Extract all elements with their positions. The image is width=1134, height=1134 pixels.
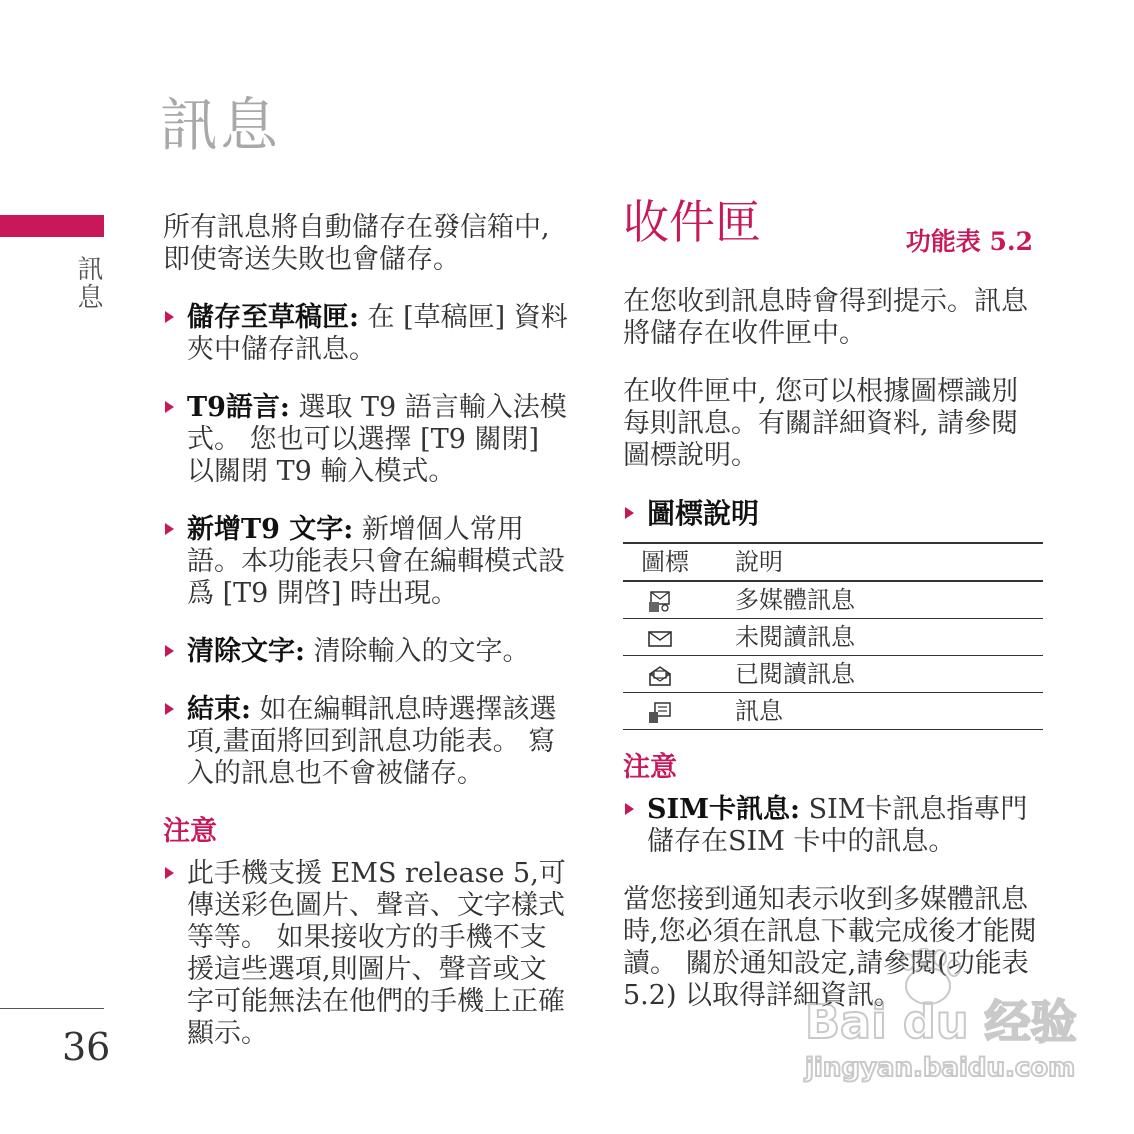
left-column [163, 212, 573, 1076]
table-row [623, 581, 1043, 619]
unread-message-icon [647, 628, 673, 650]
inbox-para-1: 在您收到訊息時會得到提示。訊息將儲存在收件匣中。 [623, 286, 1028, 349]
note-text: 此手機支援 EMS release 5,可傳送彩色圖片、聲音、文字樣式等等。 如果接收方的手機不支援這些選項,則圖片、聲音或文字可能無法在他們的手機上正確顯示。 [187, 858, 566, 1049]
baidu-jingyan-watermark [800, 948, 1090, 1088]
bullet-arrow-icon [625, 507, 634, 519]
section-title: 收件匣 [623, 195, 761, 249]
bullet-text: 清除輸入的文字。 [304, 636, 530, 667]
bullet-t9-language [163, 392, 573, 488]
icon-legend-heading [623, 498, 1043, 530]
bullet-text: 如在編輯訊息時選擇該選項,畫面將回到訊息功能表。 寫入的訊息也不會被儲存。 [187, 694, 557, 789]
bullet-term: 新增T9 文字: [187, 514, 354, 545]
bullet-arrow-icon [165, 703, 174, 715]
table-row [623, 693, 1043, 730]
multimedia-message-icon [647, 591, 673, 613]
left-note [163, 858, 573, 1050]
table-header-row [623, 543, 1043, 581]
table-row [623, 619, 1043, 656]
right-note-heading: 注意 [623, 752, 677, 783]
col-header-icon: 圖標 [641, 548, 689, 576]
chapter-tab-bar [0, 215, 104, 237]
section-header [623, 195, 1043, 268]
left-intro: 所有訊息將自動儲存在發信箱中,即使寄送失敗也會儲存。 [163, 212, 550, 275]
right-note [623, 794, 1043, 858]
bullet-term: T9語言: [187, 392, 290, 423]
bullet-term: 清除文字: [187, 636, 305, 667]
watermark-url: jingyan.baidu.com [805, 1053, 1076, 1083]
table-cell-desc: 已閱讀訊息 [735, 660, 855, 688]
menu-reference: 功能表 5.2 [905, 227, 1033, 256]
bullet-exit [163, 694, 573, 790]
left-note-heading: 注意 [163, 816, 217, 847]
col-header-desc: 說明 [735, 548, 783, 576]
bullet-term: SIM卡訊息: [647, 794, 800, 825]
inbox-para-2: 在收件匣中, 您可以根據圖標識別每則訊息。有關詳細資料, 請參閱圖標說明。 [623, 376, 1019, 471]
message-icon [647, 702, 673, 724]
bullet-arrow-icon [165, 645, 174, 657]
table-cell-desc: 訊息 [735, 697, 783, 725]
bullet-arrow-icon [625, 803, 634, 815]
bullet-term: 結束: [187, 694, 251, 725]
chapter-side-label: 訊息 [73, 255, 103, 311]
icon-legend-heading-text: 圖標說明 [647, 497, 760, 530]
bullet-save-draft [163, 302, 573, 366]
bullet-clear-text [163, 636, 573, 668]
bullet-arrow-icon [165, 523, 174, 535]
table-cell-desc: 多媒體訊息 [735, 586, 855, 614]
bullet-add-t9-word [163, 514, 573, 610]
bullet-text: 在 [草稿匣] 資料夾中儲存訊息。 [187, 302, 568, 365]
footer-rule [0, 1008, 104, 1009]
read-message-icon [647, 665, 673, 687]
note-text: SIM卡訊息指專門儲存在SIM 卡中的訊息。 [647, 794, 1028, 857]
watermark-logo-text: Bai du 经验 [805, 995, 1077, 1049]
icon-legend-table [623, 542, 1043, 730]
bullet-text: 選取 T9 語言輸入法模式。 您也可以選擇 [T9 關閉] 以關閉 T9 輸入模式。 [187, 392, 567, 487]
bullet-arrow-icon [165, 401, 174, 413]
table-cell-desc: 未閱讀訊息 [735, 623, 855, 651]
inbox-para-3: 當您接到通知表示收到多媒體訊息時,您必須在訊息下載完成後才能閱讀。 關於通知設定,請參閱(功能表 5.2) 以取得詳細資訊。 [623, 884, 1037, 1011]
bullet-text: 新增個人常用語。本功能表只會在編輯模式設爲 [T9 開啓] 時出現。 [187, 514, 565, 609]
table-row [623, 656, 1043, 693]
bullet-arrow-icon [165, 311, 174, 323]
right-column [623, 195, 1043, 1012]
page-number: 36 [62, 1025, 111, 1069]
bullet-term: 儲存至草稿匣: [187, 302, 359, 333]
page-title: 訊息 [160, 91, 281, 159]
bullet-arrow-icon [165, 867, 174, 879]
